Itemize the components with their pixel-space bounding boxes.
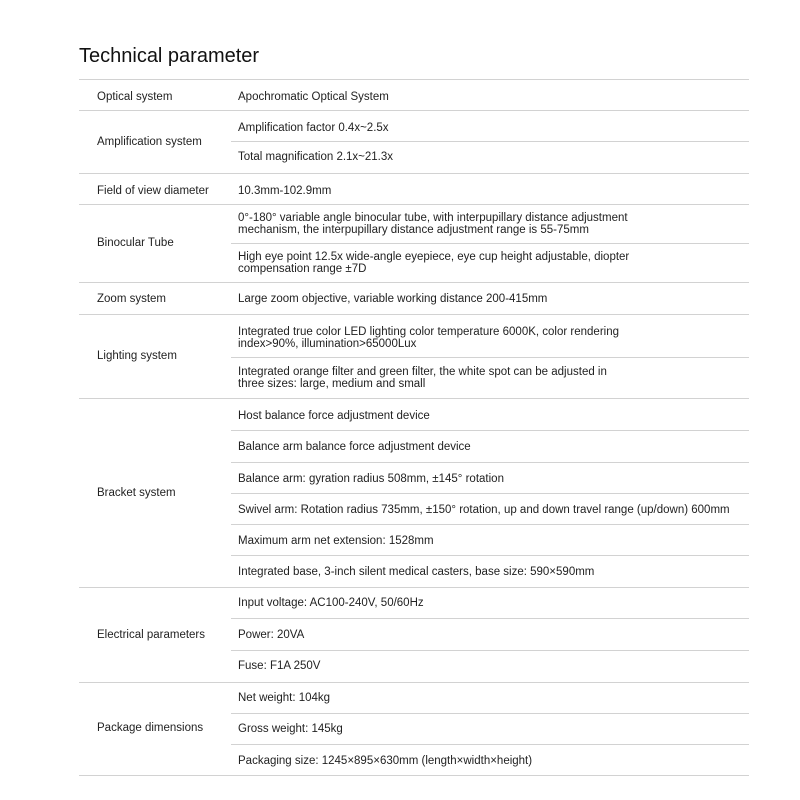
row-value: Packaging size: 1245×895×630mm (length×width×height) — [238, 755, 533, 767]
row-divider — [79, 282, 749, 283]
row-value: Balance arm: gyration radius 508mm, ±145° rotation — [238, 473, 504, 485]
row-value: Amplification factor 0.4x~2.5x — [238, 122, 389, 134]
table-bottom-rule — [79, 775, 749, 776]
row-value: Integrated orange filter and green filter, the white spot can be adjusted in — [238, 366, 607, 378]
row-divider — [79, 587, 749, 588]
row-value: Host balance force adjustment device — [238, 410, 430, 422]
row-value: Maximum arm net extension: 1528mm — [238, 535, 434, 547]
row-divider — [231, 555, 749, 556]
row-divider — [79, 398, 749, 399]
row-value: 0°-180° variable angle binocular tube, with interpupillary distance adjustment — [238, 212, 628, 224]
row-value: three sizes: large, medium and small — [238, 378, 426, 390]
row-divider — [231, 357, 749, 358]
row-divider — [231, 744, 749, 745]
row-value: 10.3mm-102.9mm — [238, 185, 332, 197]
row-divider — [231, 618, 749, 619]
row-value: Integrated base, 3-inch silent medical casters, base size: 590×590mm — [238, 566, 595, 578]
row-divider — [231, 650, 749, 651]
row-label: Binocular Tube — [97, 237, 174, 249]
row-value: Net weight: 104kg — [238, 692, 331, 704]
page-title: Technical parameter — [79, 45, 260, 67]
row-label: Bracket system — [97, 487, 176, 499]
row-label: Package dimensions — [97, 722, 204, 734]
row-label: Zoom system — [97, 293, 167, 305]
row-value: Gross weight: 145kg — [238, 723, 343, 735]
row-divider — [231, 493, 749, 494]
row-label: Lighting system — [97, 350, 177, 362]
row-value: High eye point 12.5x wide-angle eyepiece, eye cup height adjustable, diopter — [238, 251, 630, 263]
row-value: Balance arm balance force adjustment device — [238, 441, 471, 453]
row-divider — [79, 314, 749, 315]
row-divider — [79, 110, 749, 111]
row-value: Total magnification 2.1x~21.3x — [238, 151, 394, 163]
table-top-rule — [79, 79, 749, 80]
row-divider — [79, 204, 749, 205]
row-value: Integrated true color LED lighting color temperature 6000K, color rendering — [238, 326, 619, 338]
row-divider — [231, 430, 749, 431]
row-divider — [231, 524, 749, 525]
row-value: index>90%, illumination>65000Lux — [238, 338, 417, 350]
row-value: Input voltage: AC100-240V, 50/60Hz — [238, 597, 424, 609]
row-label: Optical system — [97, 91, 173, 103]
row-label: Amplification system — [97, 136, 202, 148]
row-divider — [231, 141, 749, 142]
row-divider — [79, 173, 749, 174]
row-value: mechanism, the interpupillary distance adjustment range is 55-75mm — [238, 224, 589, 236]
row-value: Swivel arm: Rotation radius 735mm, ±150° rotation, up and down travel range (up/down) 600mm — [238, 504, 730, 516]
row-divider — [79, 682, 749, 683]
row-value: Large zoom objective, variable working distance 200-415mm — [238, 293, 548, 305]
row-value: Power: 20VA — [238, 629, 305, 641]
row-divider — [231, 713, 749, 714]
row-label: Field of view diameter — [97, 185, 209, 197]
row-divider — [231, 462, 749, 463]
row-label: Electrical parameters — [97, 629, 206, 641]
row-value: compensation range ±7D — [238, 263, 367, 275]
row-value: Apochromatic Optical System — [238, 91, 389, 103]
row-value: Fuse: F1A 250V — [238, 660, 321, 672]
row-divider — [231, 243, 749, 244]
